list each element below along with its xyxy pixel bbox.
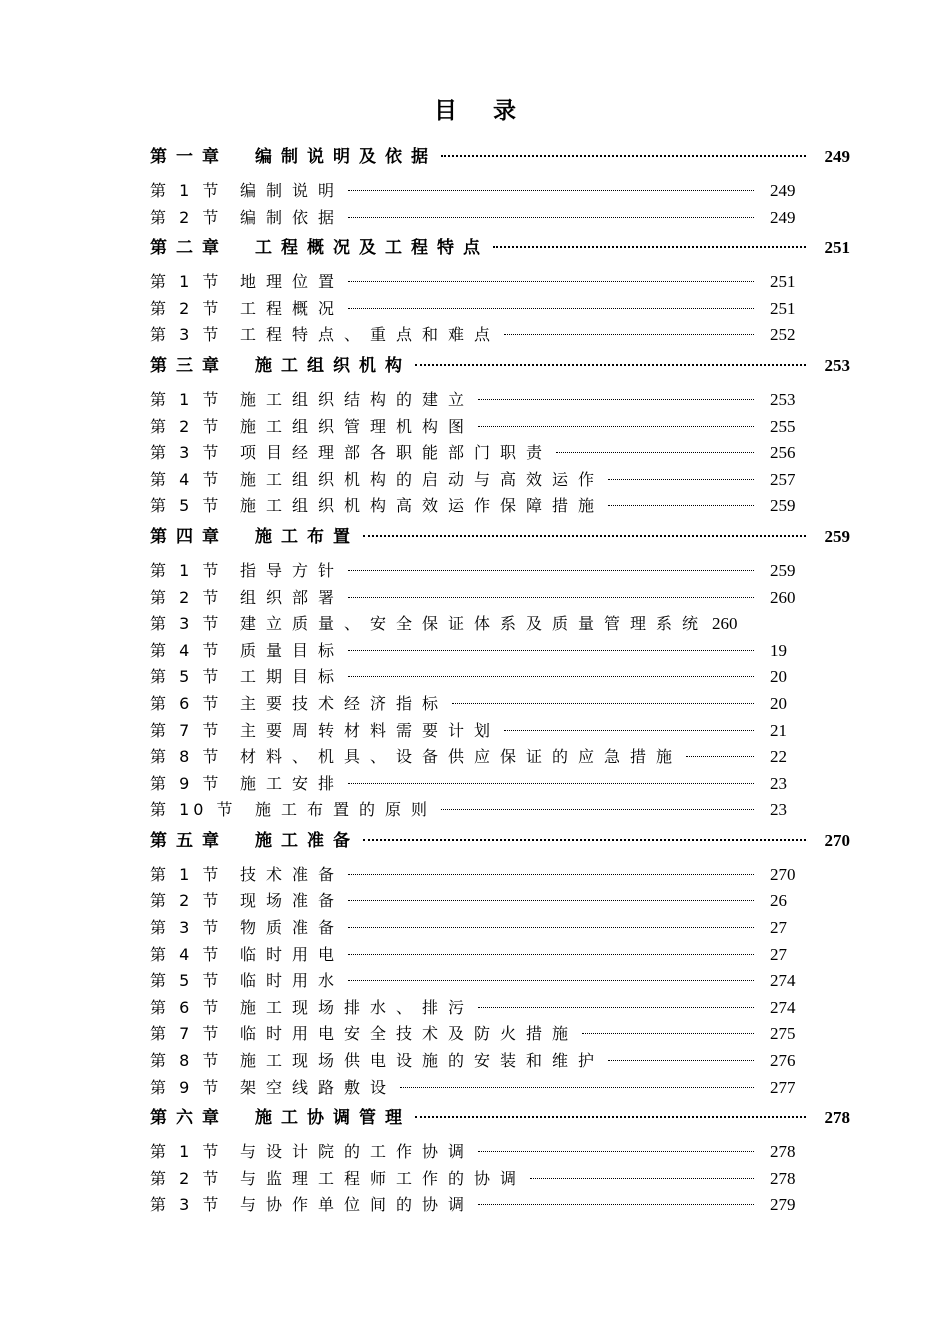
toc-dot-leader (452, 703, 754, 704)
toc-dot-leader (686, 756, 754, 757)
toc-entry-number: 第 5 节 (150, 496, 223, 516)
toc-entry-title: 项目经理部各职能部门职责 (240, 443, 553, 463)
toc-section-entry[interactable] (150, 744, 850, 771)
toc-section-entry[interactable] (150, 440, 850, 467)
toc-entry-page: 21 (770, 720, 787, 740)
toc-dot-leader (504, 334, 754, 335)
toc-entry-number: 第 9 节 (150, 773, 223, 793)
toc-entry-number: 第 3 节 (150, 614, 223, 634)
toc-chapter-entry[interactable] (150, 142, 850, 172)
toc-section-entry[interactable] (150, 1021, 850, 1048)
toc-entry-number: 第 6 节 (150, 693, 223, 713)
toc-entry-page: 259 (770, 560, 796, 580)
toc-dot-leader (608, 1060, 754, 1061)
toc-entry-number: 第 4 节 (150, 469, 223, 489)
toc-entry-page: 23 (770, 773, 787, 793)
toc-dot-leader (441, 155, 806, 157)
toc-dot-leader (348, 650, 754, 651)
toc-entry-page: 253 (770, 389, 796, 409)
toc-entry-number: 第 1 节 (150, 560, 223, 580)
toc-entry-title: 临时用电安全技术及防火措施 (240, 1024, 579, 1044)
toc-chapter-entry[interactable] (150, 351, 850, 381)
toc-entry-title: 施工安排 (240, 773, 345, 793)
toc-entry-page: 277 (770, 1077, 796, 1097)
toc-entry-page: 251 (770, 298, 796, 318)
toc-section-entry[interactable] (150, 995, 850, 1022)
toc-dot-leader (415, 364, 806, 366)
toc-entry-page: 249 (770, 207, 796, 227)
toc-chapter-entry[interactable] (150, 1103, 850, 1133)
toc-entry-number: 第 5 节 (150, 667, 223, 687)
toc-section-entry[interactable] (150, 611, 850, 638)
toc-entry-number: 第 2 节 (150, 587, 223, 607)
toc-entry-page: 249 (770, 181, 796, 200)
toc-entry-title: 编制依据 (240, 207, 345, 227)
toc-entry-page: 270 (770, 864, 796, 884)
toc-entry-number: 第 7 节 (150, 1024, 223, 1044)
toc-section-entry[interactable] (150, 493, 850, 520)
toc-entry-title: 施工现场供电设施的安装和维护 (240, 1051, 605, 1071)
toc-entry-title: 地理位置 (240, 272, 345, 292)
toc-entry-page: 275 (770, 1024, 796, 1044)
toc-section-entry[interactable] (150, 322, 850, 349)
toc-entry-title: 工程特点、重点和难点 (240, 325, 501, 345)
toc-dot-leader (478, 426, 754, 427)
toc-entry-title: 与协作单位间的协调 (240, 1195, 475, 1215)
toc-entry-title: 物质准备 (240, 918, 345, 938)
toc-entry-title: 编制说明 (240, 181, 345, 200)
toc-entry-page: 252 (770, 325, 796, 345)
toc-entry-number: 第 3 节 (150, 325, 223, 345)
toc-entry-number: 第六章 (150, 1108, 228, 1129)
toc-entry-number: 第四章 (150, 526, 228, 547)
toc-entry-page: 276 (770, 1051, 796, 1071)
toc-section-entry[interactable] (150, 467, 850, 494)
toc-dot-leader (348, 570, 754, 571)
toc-entry-title: 施工组织管理机构图 (240, 416, 475, 436)
toc-entry-title: 施工布置 (255, 526, 359, 547)
toc-dot-leader (530, 1178, 754, 1179)
toc-section-entry[interactable] (150, 1075, 850, 1102)
toc-entry-page: 27 (770, 944, 787, 964)
toc-entry-page: 260 (770, 587, 796, 607)
toc-dot-leader (415, 1116, 806, 1118)
toc-section-entry[interactable] (150, 691, 850, 718)
toc-dot-leader (348, 954, 754, 955)
toc-entry-title: 编制说明及依据 (255, 147, 437, 167)
toc-entry-title: 主要周转材料需要计划 (240, 720, 501, 740)
toc-entry-title: 现场准备 (240, 891, 345, 911)
toc-entry-page: 270 (824, 830, 850, 850)
toc-entry-title: 指导方针 (240, 560, 345, 580)
toc-section-entry[interactable] (150, 205, 850, 232)
toc-dot-leader (348, 927, 754, 928)
toc-dot-leader (556, 452, 754, 453)
toc-entry-title: 施工组织机构高效运作保障措施 (240, 496, 605, 516)
toc-entry-title: 施工组织结构的建立 (240, 389, 475, 409)
toc-entry-number: 第二章 (150, 238, 228, 259)
toc-dot-leader (478, 1007, 754, 1008)
toc-entry-page: 259 (824, 526, 850, 546)
toc-dot-leader (348, 980, 754, 981)
toc-entry-number: 第 8 节 (150, 1051, 223, 1071)
toc-dot-leader (348, 874, 754, 875)
toc-section-entry[interactable] (150, 862, 850, 889)
toc-entry-title: 建立质量、安全保证体系及质量管理系统 (240, 614, 709, 634)
toc-entry-title: 施工组织机构的启动与高效运作 (240, 469, 605, 489)
toc-section-entry[interactable] (150, 178, 850, 205)
toc-dot-leader (608, 479, 754, 480)
toc-entry-page: 256 (770, 443, 796, 463)
toc-entry-number: 第一章 (150, 147, 228, 167)
toc-entry-number: 第 3 节 (150, 1195, 223, 1215)
toc-section-entry[interactable] (150, 942, 850, 969)
toc-entry-number: 第五章 (150, 830, 228, 851)
toc-section-entry[interactable] (150, 414, 850, 441)
toc-entry-number: 第 4 节 (150, 640, 223, 660)
toc-entry-page: 23 (770, 800, 787, 820)
toc-entry-page: 278 (824, 1108, 850, 1128)
toc-entry-number: 第 1 节 (150, 389, 223, 409)
toc-entry-page: 279 (770, 1195, 796, 1215)
toc-entry-title: 工程概况及工程特点 (255, 238, 489, 259)
toc-chapter-entry[interactable] (150, 826, 850, 856)
toc-dot-leader (400, 1087, 754, 1088)
toc-dot-leader (348, 217, 754, 218)
toc-entry-page: 255 (770, 416, 796, 436)
toc-section-entry[interactable] (150, 296, 850, 323)
toc-entry-number: 第 2 节 (150, 891, 223, 911)
toc-dot-leader (582, 1033, 754, 1034)
toc-entry-number: 第 2 节 (150, 416, 223, 436)
toc-entry-title: 施工组织机构 (255, 355, 411, 376)
toc-entry-title: 临时用电 (240, 944, 345, 964)
toc-entry-title: 临时用水 (240, 971, 345, 991)
toc-section-entry[interactable] (150, 387, 850, 414)
table-of-contents (150, 142, 850, 1219)
toc-entry-page: 257 (770, 469, 796, 489)
toc-chapter-entry[interactable] (150, 522, 850, 552)
toc-section-entry[interactable] (150, 558, 850, 585)
toc-entry-number: 第 4 节 (150, 944, 223, 964)
toc-entry-number: 第 1 节 (150, 181, 223, 200)
toc-entry-number: 第 3 节 (150, 443, 223, 463)
toc-entry-number: 第 7 节 (150, 720, 223, 740)
toc-entry-page: 251 (824, 238, 850, 258)
toc-entry-page: 274 (770, 997, 796, 1017)
toc-entry-number: 第 6 节 (150, 997, 223, 1017)
toc-entry-page: 251 (770, 272, 796, 292)
toc-dot-leader (348, 281, 754, 282)
toc-section-entry[interactable] (150, 968, 850, 995)
toc-entry-title: 与监理工程师工作的协调 (240, 1168, 527, 1188)
toc-entry-page: 20 (770, 667, 787, 687)
toc-section-entry[interactable] (150, 797, 850, 824)
toc-entry-number: 第 1 节 (150, 272, 223, 292)
toc-entry-title: 材料、机具、设备供应保证的应急措施 (240, 747, 683, 767)
toc-dot-leader (348, 597, 754, 598)
toc-entry-page: 19 (770, 640, 787, 660)
toc-section-entry[interactable] (150, 1192, 850, 1219)
toc-section-entry[interactable] (150, 1139, 850, 1166)
toc-entry-page: 278 (770, 1142, 796, 1162)
toc-entry-page: 22 (770, 747, 787, 767)
toc-entry-page: 253 (824, 355, 850, 375)
toc-dot-leader (348, 308, 754, 309)
toc-section-entry[interactable] (150, 638, 850, 665)
toc-entry-page: 278 (770, 1168, 796, 1188)
toc-section-entry[interactable] (150, 269, 850, 296)
toc-entry-title: 技术准备 (240, 864, 345, 884)
page-title: 目录 (434, 98, 552, 124)
toc-dot-leader (363, 839, 806, 841)
toc-entry-title: 施工现场排水、排污 (240, 997, 475, 1017)
toc-dot-leader (348, 190, 754, 191)
toc-entry-number: 第 3 节 (150, 918, 223, 938)
toc-dot-leader (363, 535, 806, 537)
toc-entry-number: 第 8 节 (150, 747, 223, 767)
toc-entry-title: 工期目标 (240, 667, 345, 687)
toc-section-entry[interactable] (150, 1048, 850, 1075)
toc-chapter-entry[interactable] (150, 233, 850, 263)
toc-entry-page: 259 (770, 496, 796, 516)
toc-entry-page: 26 (770, 891, 787, 911)
toc-section-entry[interactable] (150, 915, 850, 942)
toc-dot-leader (348, 783, 754, 784)
toc-entry-number: 第 1 节 (150, 1142, 223, 1162)
toc-entry-page: 260 (712, 614, 738, 634)
toc-dot-leader (348, 900, 754, 901)
toc-section-entry[interactable] (150, 888, 850, 915)
toc-entry-title: 施工布置的原则 (255, 800, 438, 820)
toc-entry-page: 27 (770, 918, 787, 938)
toc-entry-title: 施工协调管理 (255, 1108, 411, 1129)
toc-dot-leader (608, 505, 754, 506)
toc-section-entry[interactable] (150, 718, 850, 745)
toc-dot-leader (478, 1204, 754, 1205)
toc-entry-page: 249 (824, 147, 850, 166)
toc-section-entry[interactable] (150, 664, 850, 691)
toc-entry-number: 第 9 节 (150, 1077, 223, 1097)
toc-entry-number: 第 1 节 (150, 864, 223, 884)
toc-section-entry[interactable] (150, 1166, 850, 1193)
toc-section-entry[interactable] (150, 771, 850, 798)
toc-dot-leader (504, 730, 754, 731)
toc-entry-number: 第 2 节 (150, 298, 223, 318)
toc-entry-title: 主要技术经济指标 (240, 693, 449, 713)
toc-dot-leader (478, 1151, 754, 1152)
toc-section-entry[interactable] (150, 585, 850, 612)
toc-dot-leader (478, 399, 754, 400)
toc-dot-leader (441, 809, 754, 810)
toc-entry-page: 274 (770, 971, 796, 991)
toc-dot-leader (493, 246, 806, 248)
toc-entry-title: 架空线路敷设 (240, 1077, 397, 1097)
toc-entry-page: 20 (770, 693, 787, 713)
toc-entry-number: 第 2 节 (150, 207, 223, 227)
toc-entry-title: 质量目标 (240, 640, 345, 660)
toc-dot-leader (348, 676, 754, 677)
toc-entry-number: 第 5 节 (150, 971, 223, 991)
toc-entry-number: 第三章 (150, 355, 228, 376)
toc-entry-number: 第 2 节 (150, 1168, 223, 1188)
toc-entry-title: 组织部署 (240, 587, 345, 607)
toc-entry-title: 施工准备 (255, 830, 359, 851)
toc-entry-title: 工程概况 (240, 298, 345, 318)
toc-entry-title: 与设计院的工作协调 (240, 1142, 475, 1162)
toc-entry-number: 第 10 节 (150, 800, 237, 820)
